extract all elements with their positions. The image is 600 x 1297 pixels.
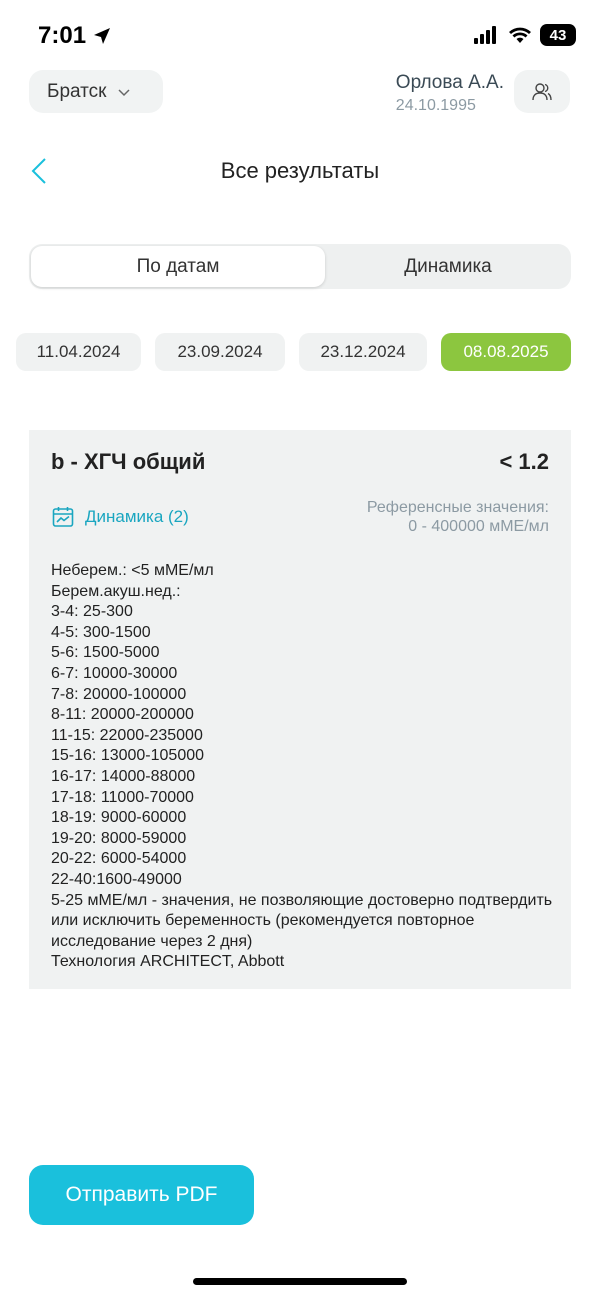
test-name: b - ХГЧ общий [51, 449, 206, 474]
reference-label: Референсные значения: [366, 499, 549, 516]
reference-range: 0 - 400000 мМЕ/мл [408, 518, 549, 535]
view-mode-segmented-control [29, 244, 571, 289]
date-chip[interactable]: 11.04.2024 [16, 333, 141, 371]
profile-button[interactable] [514, 70, 570, 113]
city-selector[interactable] [29, 70, 163, 113]
test-value: < 1.2 [499, 449, 549, 474]
location-arrow-icon [92, 26, 112, 46]
battery-level: 43 [549, 26, 567, 44]
signal-icon [474, 26, 500, 44]
date-chip[interactable]: 23.09.2024 [155, 333, 285, 371]
dynamics-label: Динамика (2) [85, 507, 189, 526]
date-chip-selected[interactable]: 08.08.2025 [441, 333, 571, 371]
status-icons [474, 24, 576, 46]
page-title: Все результаты [220, 158, 380, 183]
users-icon [530, 80, 554, 104]
chevron-down-icon [117, 87, 131, 97]
date-chip[interactable]: 23.12.2024 [299, 333, 427, 371]
wifi-icon [508, 26, 532, 44]
status-time [38, 22, 112, 50]
reference-notes: Неберем.: <5 мМЕ/мл Берем.акуш.нед.: 3-4: 25-300 4-5: 300-1500 5-6: 1500-5000 6-7: 10000-30000 7-8: 20000-100000 8-11: 20000-200000 11-15: 22000-235000 15-16: 13000-105000 16-17: 14000-88000 17-18: 11000-70000 18-19: 9000-60000 19-20: 8000-59000 20-22: 6000-54000 22-40:1600-49000 5-25 мМЕ/мл - значения, не позволяющие достоверно подтвердить или исключить беременность (рекомендуется повторное исследование через 2 дня) Технология ARCHITECT, Abbott [51, 562, 553, 971]
city-label: Братск [47, 80, 107, 102]
user-info [396, 72, 504, 115]
result-card [29, 430, 571, 989]
chart-calendar-icon [51, 505, 75, 529]
dynamics-link[interactable] [51, 505, 189, 529]
send-pdf-button[interactable]: Отправить PDF [29, 1165, 254, 1225]
time-label: 7:01 [38, 22, 87, 49]
home-indicator [193, 1278, 407, 1285]
user-dob: 24.10.1995 [395, 97, 476, 114]
status-bar [0, 0, 600, 70]
user-name: Орлова А.А. [395, 72, 504, 93]
reference-values [367, 498, 549, 536]
tab-by-dates[interactable]: По датам [31, 246, 325, 287]
tab-dynamics[interactable]: Динамика [404, 255, 492, 277]
battery-indicator [540, 24, 576, 46]
